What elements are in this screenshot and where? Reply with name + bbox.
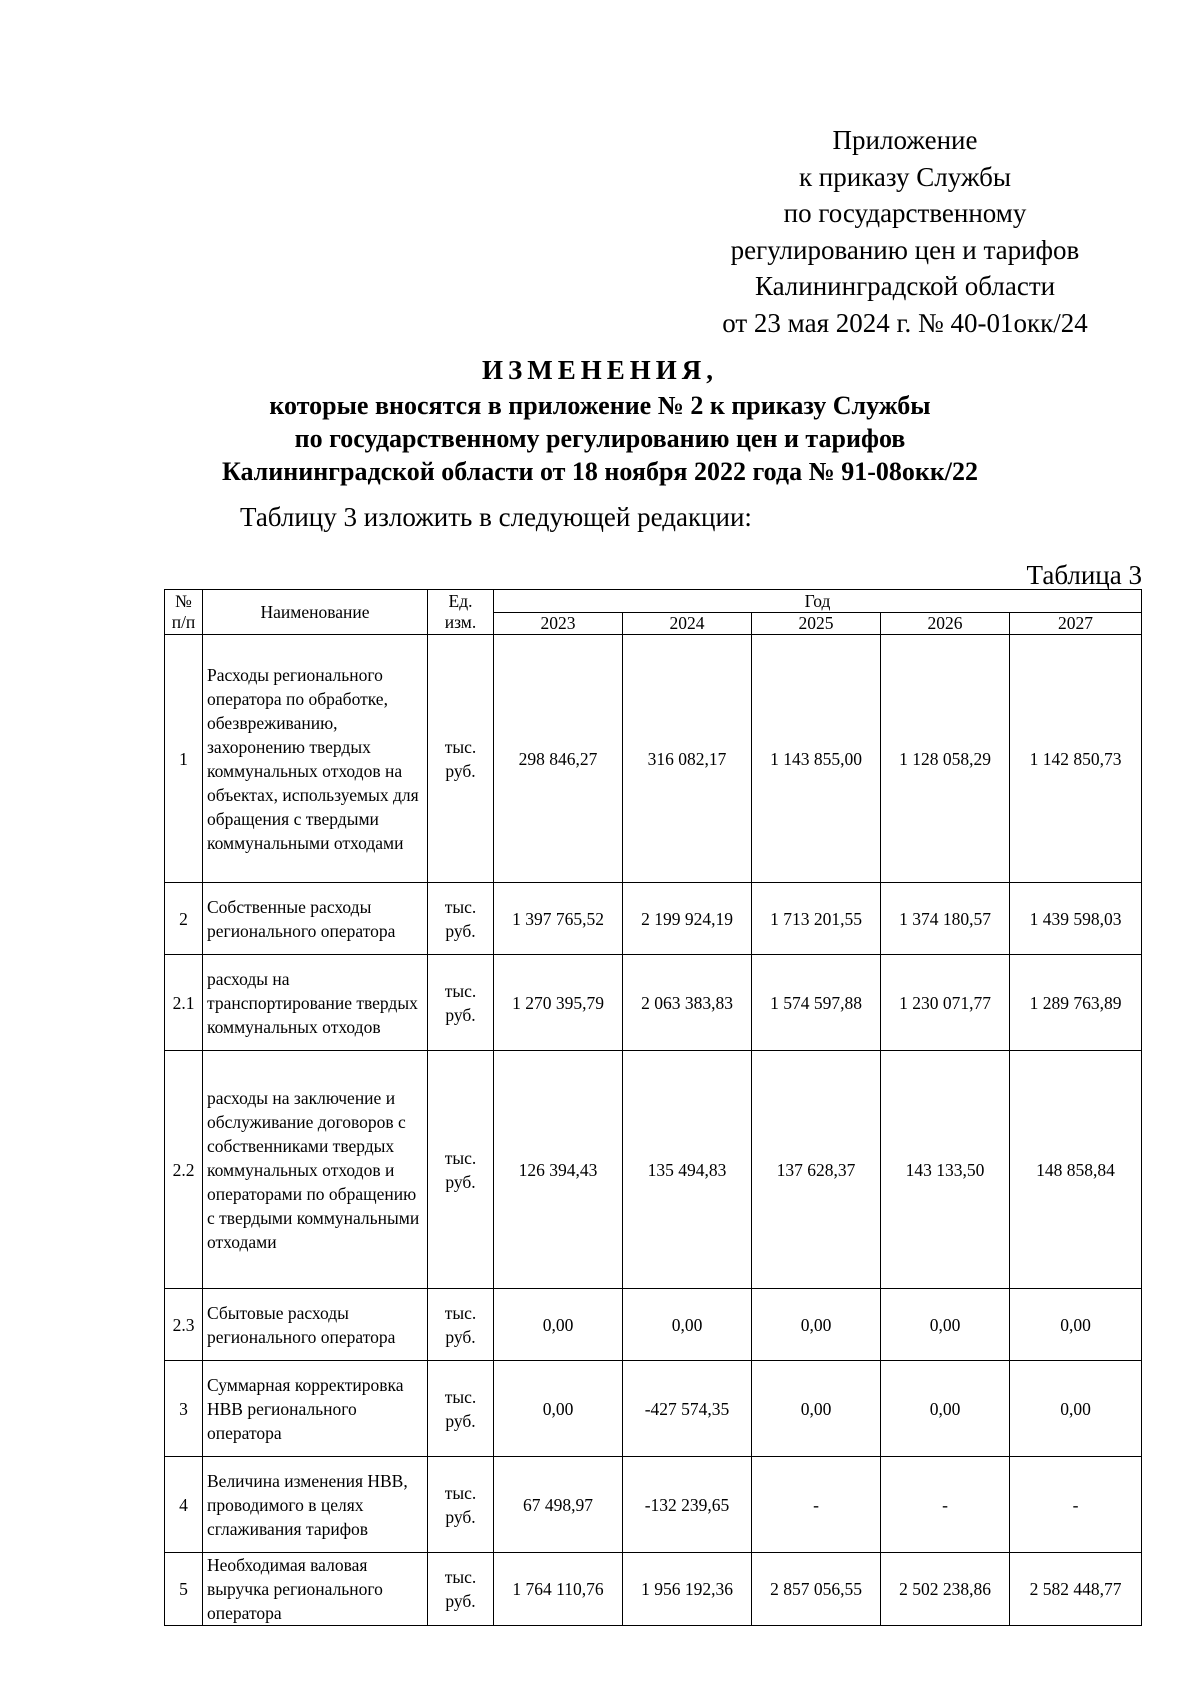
title-line: ИЗМЕНЕНИЯ, (481, 355, 718, 385)
row-value: 1 230 071,77 (881, 955, 1010, 1051)
row-value: 2 063 383,83 (623, 955, 752, 1051)
row-value: 2 502 238,86 (881, 1553, 1010, 1626)
appendix-line: к приказу Службы (798, 161, 1012, 192)
row-name: Величина изменения НВВ, проводимого в целях сглаживания тарифов (203, 1457, 428, 1553)
row-value: 137 628,37 (752, 1051, 881, 1289)
instruction-text: Таблицу 3 изложить в следующей редакции: (240, 502, 752, 532)
appendix-line: от 23 мая 2024 г. № 40-01окк/24 (722, 307, 1088, 338)
row-value: 0,00 (494, 1289, 623, 1361)
table-row (165, 1361, 1142, 1457)
row-value: 1 713 201,55 (752, 883, 881, 955)
row-name: расходы на транспортирование твердых коммунальных отходов (203, 955, 428, 1051)
row-value: 2 857 056,55 (752, 1553, 881, 1626)
row-name: Собственные расходы регионального оператора (203, 883, 428, 955)
row-unit: тыс. руб. (428, 955, 494, 1051)
table-row (165, 955, 1142, 1051)
header-year: 2023 (494, 613, 623, 635)
row-number: 3 (165, 1361, 203, 1457)
table-row (165, 1553, 1142, 1626)
table-row (165, 883, 1142, 955)
row-value: 143 133,50 (881, 1051, 1010, 1289)
row-value: 1 128 058,29 (881, 635, 1010, 883)
header-year: 2027 (1010, 613, 1142, 635)
appendix-line: регулированию цен и тарифов (730, 234, 1080, 265)
row-value: 1 956 192,36 (623, 1553, 752, 1626)
row-value: -132 239,65 (623, 1457, 752, 1553)
row-name: расходы на заключение и обслуживание договоров с собственниками твердых коммунальных отходов и операторами по обращению с твердыми коммунальными отходами (203, 1051, 428, 1289)
header-year: 2025 (752, 613, 881, 635)
row-value: 0,00 (623, 1289, 752, 1361)
row-value: 0,00 (1010, 1289, 1142, 1361)
row-value: - (1010, 1457, 1142, 1553)
row-value: 0,00 (494, 1361, 623, 1457)
row-name: Суммарная корректировка НВВ регионального оператора (203, 1361, 428, 1457)
title-line: которые вносятся в приложение № 2 к приказу Службы (269, 391, 931, 420)
row-value: 1 270 395,79 (494, 955, 623, 1051)
table-row (165, 1289, 1142, 1361)
row-value: 126 394,43 (494, 1051, 623, 1289)
row-name: Сбытовые расходы регионального оператора (203, 1289, 428, 1361)
row-value: 1 397 765,52 (494, 883, 623, 955)
row-value: 1 374 180,57 (881, 883, 1010, 955)
table-caption: Таблица 3 (1026, 560, 1142, 590)
table-row (165, 1457, 1142, 1553)
row-number: 5 (165, 1553, 203, 1626)
appendix-block (710, 122, 1100, 341)
row-value: 0,00 (881, 1361, 1010, 1457)
row-value: 0,00 (752, 1289, 881, 1361)
row-value: 1 439 598,03 (1010, 883, 1142, 955)
row-unit: тыс. руб. (428, 1457, 494, 1553)
row-number: 2 (165, 883, 203, 955)
row-number: 1 (165, 635, 203, 883)
title-line: по государственному регулированию цен и тарифов (294, 424, 906, 453)
row-unit: тыс. руб. (428, 883, 494, 955)
row-value: 135 494,83 (623, 1051, 752, 1289)
row-value: 316 082,17 (623, 635, 752, 883)
row-value: 0,00 (881, 1289, 1010, 1361)
row-unit: тыс. руб. (428, 1361, 494, 1457)
table-row (165, 1051, 1142, 1289)
appendix-line: Приложение (832, 125, 978, 155)
row-number: 2.2 (165, 1051, 203, 1289)
row-value: 67 498,97 (494, 1457, 623, 1553)
row-unit: тыс. руб. (428, 1553, 494, 1626)
row-value: 1 574 597,88 (752, 955, 881, 1051)
row-unit: тыс. руб. (428, 1051, 494, 1289)
header-num: № п/п (165, 590, 203, 635)
header-year: 2026 (881, 613, 1010, 635)
row-value: 2 582 448,77 (1010, 1553, 1142, 1626)
row-value: 0,00 (752, 1361, 881, 1457)
header-year-group: Год (494, 590, 1142, 613)
header-unit: Ед. изм. (428, 590, 494, 635)
row-number: 4 (165, 1457, 203, 1553)
row-value: 298 846,27 (494, 635, 623, 883)
table-row (165, 635, 1142, 883)
row-value: 1 764 110,76 (494, 1553, 623, 1626)
row-value: 148 858,84 (1010, 1051, 1142, 1289)
row-value: - (752, 1457, 881, 1553)
data-table (164, 589, 1142, 1626)
row-number: 2.1 (165, 955, 203, 1051)
row-value: 1 143 855,00 (752, 635, 881, 883)
row-name: Расходы регионального оператора по обработке, обезвреживанию, захоронению твердых коммунальных отходов на объектах, используемых для обращения с твердыми коммунальными отходами (203, 635, 428, 883)
row-number: 2.3 (165, 1289, 203, 1361)
row-unit: тыс. руб. (428, 1289, 494, 1361)
row-name: Необходимая валовая выручка регионального оператора (203, 1553, 428, 1626)
row-value: 1 142 850,73 (1010, 635, 1142, 883)
row-value: 1 289 763,89 (1010, 955, 1142, 1051)
row-value: -427 574,35 (623, 1361, 752, 1457)
header-year: 2024 (623, 613, 752, 635)
row-unit: тыс. руб. (428, 635, 494, 883)
appendix-line: по государственному (783, 198, 1027, 228)
row-value: 0,00 (1010, 1361, 1142, 1457)
header-name: Наименование (203, 590, 428, 635)
document-title (150, 354, 1050, 488)
appendix-line: Калининградской области (754, 271, 1056, 301)
title-line: Калининградской области от 18 ноября 2022 года № 91-08окк/22 (221, 457, 979, 486)
row-value: 2 199 924,19 (623, 883, 752, 955)
row-value: - (881, 1457, 1010, 1553)
